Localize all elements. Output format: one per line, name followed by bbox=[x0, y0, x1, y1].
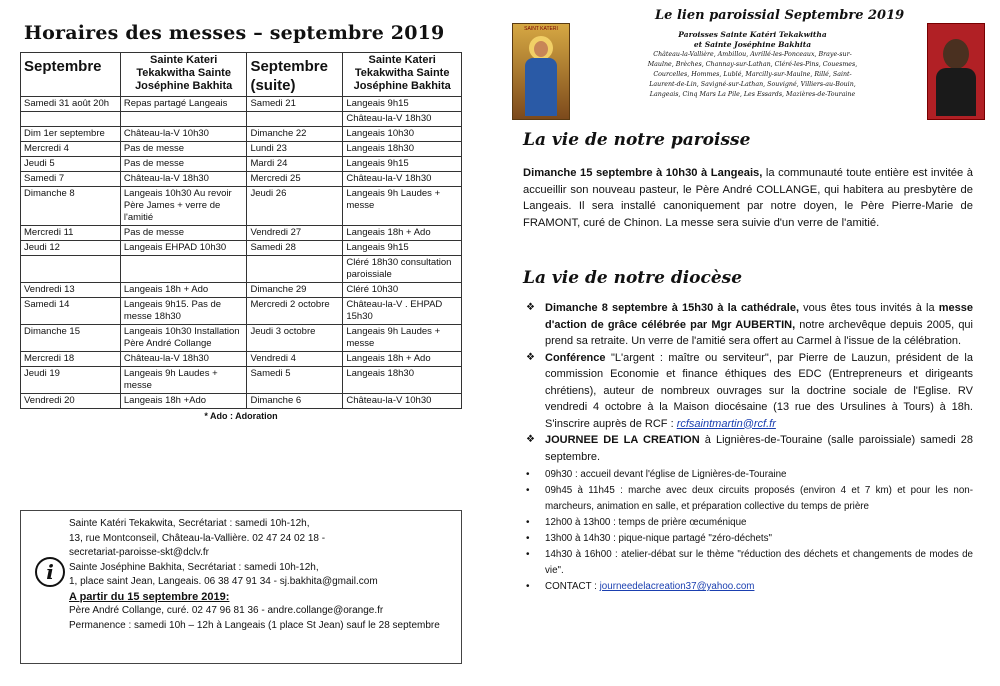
info-line: Père André Collange, curé. 02 47 96 81 36 - andre.collange@orange.fr bbox=[69, 605, 384, 616]
mass-cell: Langeais 18h30 bbox=[343, 367, 462, 394]
header-parishes-2: Sainte Kateri Tekakwitha Sainte Joséphine Bakhita bbox=[343, 53, 462, 97]
left-column bbox=[20, 22, 465, 421]
info-heading: A partir du 15 septembre 2019: bbox=[69, 590, 230, 603]
contact-info-text bbox=[69, 517, 454, 633]
mass-cell: Langeais EHPAD 10h30 bbox=[120, 241, 247, 256]
date-cell: Samedi 5 bbox=[247, 367, 343, 394]
mass-cell: Repas partagé Langeais bbox=[120, 97, 247, 112]
right-column bbox=[505, 0, 995, 686]
mass-cell: Langeais 10h30 Installation Père André Collange bbox=[120, 325, 247, 352]
item-text: "L'argent : maître ou serviteur", par Pierre de Lauzun, président de la commission Economie et finance éthiques des EDC (Entrepreneurs et dirigeants chrétiens), auteur de nombreux ouvrages sur la doctrine sociale de l'Eglise. RV vendredi 4 octobre à la Maison diocésaine (13 rue des Ursulines à Tours) à 18h. S'inscrire auprès de RCF : bbox=[545, 351, 973, 430]
item-bold: JOURNEE DE LA CREATION bbox=[545, 434, 700, 446]
table-row bbox=[21, 367, 462, 394]
date-cell: Mercredi 11 bbox=[21, 226, 121, 241]
header-septembre: Septembre bbox=[21, 53, 121, 97]
diocese-list bbox=[523, 300, 973, 595]
saint-kateri-image bbox=[512, 23, 570, 120]
date-cell: Jeudi 5 bbox=[21, 157, 121, 172]
dot-bullet-icon: • bbox=[526, 581, 530, 592]
mass-cell: Château-la-V 10h30 bbox=[343, 394, 462, 409]
dot-bullet-icon: • bbox=[526, 533, 530, 544]
subtitle-line-2: et Sainte Joséphine Bakhita bbox=[693, 40, 812, 49]
table-row bbox=[21, 394, 462, 409]
mass-cell: Château-la-V 18h30 bbox=[120, 172, 247, 187]
mass-cell: Langeais 9h15 bbox=[343, 241, 462, 256]
mass-cell: Château-la-V 18h30 bbox=[343, 172, 462, 187]
table-footnote: * Ado : Adoration bbox=[204, 411, 278, 421]
program-text: 12h00 à 13h00 : temps de prière œcuménique bbox=[545, 517, 747, 528]
date-cell: Mercredi 18 bbox=[21, 352, 121, 367]
diamond-bullet-icon: ❖ bbox=[526, 302, 535, 313]
mass-cell: Langeais 10h30 bbox=[343, 127, 462, 142]
table-row bbox=[21, 142, 462, 157]
mass-cell: Langeais 18h +Ado bbox=[120, 394, 247, 409]
program-text: 13h00 à 14h30 : pique-nique partagé "zéro-déchets" bbox=[545, 533, 773, 544]
date-cell: Mercredi 4 bbox=[21, 142, 121, 157]
mass-cell: Langeais 9h Laudes + messe bbox=[343, 187, 462, 226]
info-email-line[interactable]: secretariat-paroisse-skt@dclv.fr bbox=[69, 547, 209, 558]
table-row bbox=[21, 283, 462, 298]
table-row bbox=[21, 226, 462, 241]
info-line: Sainte Joséphine Bakhita, Secrétariat : samedi 10h-12h, bbox=[69, 561, 319, 573]
mass-cell: Château-la-V 18h30 bbox=[120, 352, 247, 367]
diamond-bullet-icon: ❖ bbox=[526, 434, 535, 445]
mass-cell: Château-la-V 18h30 bbox=[343, 112, 462, 127]
mass-cell: Langeais 9h15. Pas de messe 18h30 bbox=[120, 298, 247, 325]
mass-cell: Langeais 9h15 bbox=[343, 97, 462, 112]
info-line: Permanence : samedi 10h – 12h à Langeais (1 place St Jean) sauf le 28 septembre bbox=[69, 619, 440, 631]
table-row bbox=[21, 256, 462, 283]
date-cell: Vendredi 13 bbox=[21, 283, 121, 298]
mass-cell: Langeais 9h Laudes + messe bbox=[120, 367, 247, 394]
date-cell: Samedi 28 bbox=[247, 241, 343, 256]
section-title-paroisse: La vie de notre paroisse bbox=[523, 130, 751, 150]
info-line: Sainte Katéri Tekakwita, Secrétariat : samedi 10h-12h, bbox=[69, 518, 310, 529]
mass-cell: Château-la-V 10h30 bbox=[120, 127, 247, 142]
mass-cell: Pas de messe bbox=[120, 142, 247, 157]
date-cell bbox=[21, 112, 121, 127]
program-item bbox=[523, 483, 973, 515]
info-line: 13, rue Montconseil, Château-la-Vallière. 02 47 24 02 18 - bbox=[69, 532, 326, 544]
program-item bbox=[523, 531, 973, 547]
date-cell bbox=[247, 256, 343, 283]
dot-bullet-icon: • bbox=[526, 485, 530, 496]
table-row bbox=[21, 172, 462, 187]
paragraph-bold: Dimanche 15 septembre à 10h30 à Langeais, bbox=[523, 167, 763, 179]
date-cell: Jeudi 26 bbox=[247, 187, 343, 226]
bulletin-title: Le lien paroissial Septembre 2019 bbox=[655, 8, 905, 23]
date-cell: Jeudi 19 bbox=[21, 367, 121, 394]
mass-cell: Langeais 9h15 bbox=[343, 157, 462, 172]
mass-cell bbox=[120, 112, 247, 127]
mass-cell: Cléré 18h30 consultation paroissiale bbox=[343, 256, 462, 283]
diamond-bullet-icon: ❖ bbox=[526, 351, 535, 363]
program-text: 14h30 à 16h00 : atelier-débat sur le thème "réduction des déchets et changements de modes de vie". bbox=[545, 549, 973, 576]
table-body bbox=[21, 97, 462, 409]
program-text: 09h30 : accueil devant l'église de Lignières-de-Touraine bbox=[545, 469, 787, 480]
date-cell: Dimanche 6 bbox=[247, 394, 343, 409]
date-cell bbox=[21, 256, 121, 283]
date-cell: Dimanche 8 bbox=[21, 187, 121, 226]
face-shape bbox=[534, 41, 548, 57]
item-text: à Lignières-de-Touraine (salle paroissiale) samedi 28 septembre. bbox=[545, 434, 974, 463]
dot-bullet-icon: • bbox=[526, 549, 530, 560]
program-item bbox=[523, 579, 973, 595]
date-cell: Samedi 7 bbox=[21, 172, 121, 187]
table-row bbox=[21, 298, 462, 325]
date-cell: Dimanche 15 bbox=[21, 325, 121, 352]
table-row bbox=[21, 241, 462, 256]
mass-cell: Langeais 10h30 Au revoir Père James + verre de l'amitié bbox=[120, 187, 247, 226]
item-bold: Dimanche 8 septembre à 15h30 à la cathédrale, bbox=[545, 302, 800, 314]
contact-email-link[interactable]: journeedelacreation37@yahoo.com bbox=[599, 581, 755, 592]
item-text: notre archevêque depuis 2005, qui prend sa retraite. Un verre de l'amitié sera offert au Carmel à l'issue de la célébration. bbox=[545, 318, 973, 347]
icon-caption: SAINT KATERI bbox=[524, 26, 558, 32]
table-row bbox=[21, 127, 462, 142]
header-parishes: Sainte Kateri Tekakwitha Sainte Joséphine Bakhita bbox=[120, 53, 247, 97]
date-cell: Dimanche 29 bbox=[247, 283, 343, 298]
dot-bullet-icon: • bbox=[526, 517, 530, 528]
bulletin-subtitle bbox=[645, 30, 860, 100]
program-item bbox=[523, 547, 973, 579]
date-cell: Samedi 31 août 20h bbox=[21, 97, 121, 112]
table-row bbox=[21, 325, 462, 352]
date-cell bbox=[247, 112, 343, 127]
item-text: vous êtes tous invités à la bbox=[799, 302, 939, 314]
program-item bbox=[523, 515, 973, 531]
mass-cell: Langeais 9h Laudes + messe bbox=[343, 325, 462, 352]
schedule-title: Horaires des messes – septembre 2019 bbox=[24, 22, 445, 44]
mass-cell bbox=[120, 256, 247, 283]
date-cell: Samedi 21 bbox=[247, 97, 343, 112]
info-icon: i bbox=[35, 557, 65, 587]
contact-info-box bbox=[20, 510, 462, 664]
table-row bbox=[21, 97, 462, 112]
date-cell: Mardi 24 bbox=[247, 157, 343, 172]
date-cell: Jeudi 3 octobre bbox=[247, 325, 343, 352]
robe-shape bbox=[525, 58, 557, 116]
date-cell: Dim 1er septembre bbox=[21, 127, 121, 142]
date-cell: Mercredi 2 octobre bbox=[247, 298, 343, 325]
header-septembre-suite: Septembre (suite) bbox=[247, 53, 343, 97]
date-cell: Mercredi 25 bbox=[247, 172, 343, 187]
mass-cell: Langeais 18h + Ado bbox=[343, 226, 462, 241]
mass-cell: Pas de messe bbox=[120, 157, 247, 172]
section-title-diocese: La vie de notre diocèse bbox=[523, 268, 743, 288]
mass-cell: Langeais 18h + Ado bbox=[120, 283, 247, 298]
contact-label: CONTACT : bbox=[545, 581, 600, 592]
list-item bbox=[523, 350, 973, 433]
date-cell: Dimanche 22 bbox=[247, 127, 343, 142]
table-row bbox=[21, 157, 462, 172]
mass-cell: Cléré 10h30 bbox=[343, 283, 462, 298]
mass-schedule-table bbox=[20, 52, 462, 409]
item-bold: Conférence bbox=[545, 351, 606, 364]
table-row bbox=[21, 352, 462, 367]
body-shape bbox=[936, 68, 976, 116]
info-line: 1, place saint Jean, Langeais. 06 38 47 91 34 - sj.bakhita@gmail.com bbox=[69, 576, 378, 587]
mass-cell: Langeais 18h + Ado bbox=[343, 352, 462, 367]
mass-cell: Château-la-V . EHPAD 15h30 bbox=[343, 298, 462, 325]
rcf-email-link[interactable]: rcfsaintmartin@rcf.fr bbox=[676, 417, 776, 430]
table-row bbox=[21, 112, 462, 127]
date-cell: Jeudi 12 bbox=[21, 241, 121, 256]
mass-cell: Langeais 18h30 bbox=[343, 142, 462, 157]
date-cell: Vendredi 20 bbox=[21, 394, 121, 409]
table-header-row bbox=[21, 53, 462, 97]
face-shape bbox=[943, 39, 969, 69]
item-bold: messe d'action de grâce célébrée par Mgr AUBERTIN, bbox=[545, 302, 973, 331]
dot-bullet-icon: • bbox=[526, 469, 530, 480]
date-cell: Samedi 14 bbox=[21, 298, 121, 325]
date-cell: Vendredi 27 bbox=[247, 226, 343, 241]
program-text: 09h45 à 11h45 : marche avec deux circuits proposés (environ 4 et 7 km) et pour les non-marcheurs, animation en salle, et préparation collective du temps de prière bbox=[545, 485, 973, 512]
program-item bbox=[523, 467, 973, 483]
paragraph-text: la communauté toute entière est invitée à accueillir son nouveau pasteur, le Père André COLLANGE, qui habitera au presbytère de Langeais. Il sera installé canoniquement par notre doyen, le Père Pierre-Marie de FRAMONT, curé de Chinon. La messe sera suivie d'un verre de l'amitié. bbox=[523, 167, 973, 229]
table-row bbox=[21, 187, 462, 226]
subtitle-line-1: Paroisses Sainte Katéri Tekakwitha bbox=[678, 30, 827, 39]
saint-bakhita-image bbox=[927, 23, 985, 120]
parish-villages: Château-la-Vallière, Ambillou, Avrillé-les-Ponceaux, Braye-sur-Maulne, Brèches, Channay-sur-Lathan, Cléré-les-Pins, Couesmes, Courcelles, Hommes, Lublé, Marcilly-sur-Maulne, Rillé, Saint-Laurent-de-Lin, Savigné-sur-Lathan, Souvigné, Villiers-au-Bouin, Langeais, Cinq Mars La Pile, Les Essards, Mazières-de-Touraine bbox=[647, 51, 858, 98]
list-item bbox=[523, 432, 973, 465]
date-cell: Vendredi 4 bbox=[247, 352, 343, 367]
date-cell: Lundi 23 bbox=[247, 142, 343, 157]
paroisse-paragraph bbox=[523, 165, 973, 231]
list-item bbox=[523, 300, 973, 350]
mass-cell: Pas de messe bbox=[120, 226, 247, 241]
